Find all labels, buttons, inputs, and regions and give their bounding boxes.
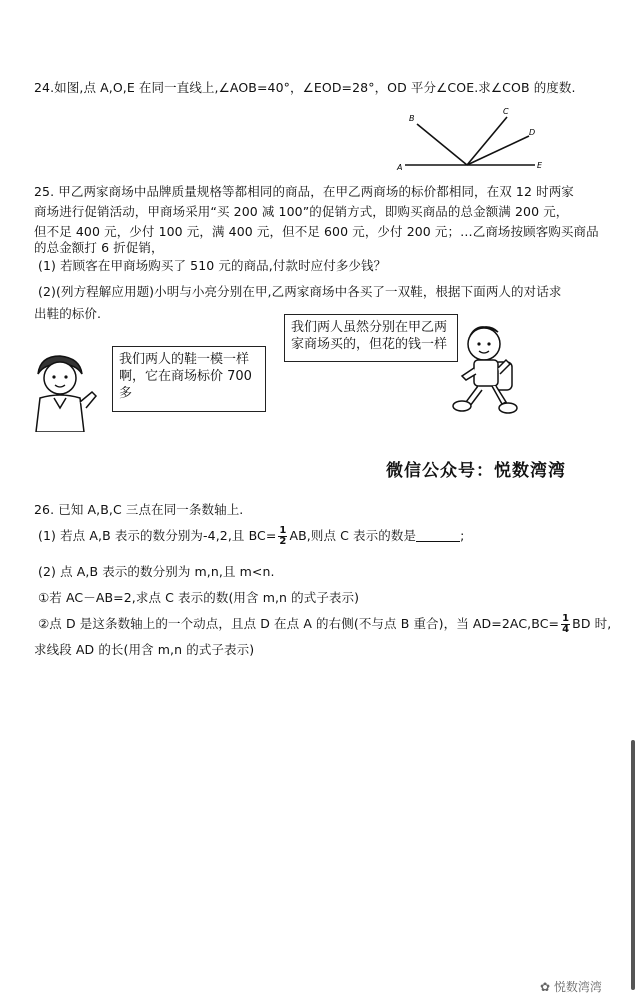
boy-pointing-illustration <box>30 352 100 432</box>
label-c: C <box>503 107 509 116</box>
q26-part1 <box>38 526 464 547</box>
q25-part1: (1) 若顾客在甲商场购买了 510 元的商品,付款时应付多少钱？ <box>38 258 387 273</box>
ray-ob <box>417 124 467 165</box>
q26-sub2-before: ②点 D 是这条数轴上的一个动点，且点 D 在点 A 的右侧(不与点 B 重合)，当 AD=2AC,BC= <box>38 616 560 631</box>
fraction-numerator: 1 <box>562 613 570 624</box>
q26-sub1: ①若 AC－AB=2,求点 C 表示的数(用含 m,n 的式子表示) <box>38 590 360 605</box>
q26-intro: 26. 已知 A,B,C 三点在同一条数轴上. <box>34 502 244 517</box>
q25-line4: 的总金额打 6 折促销， <box>34 240 164 255</box>
q26-part2: (2) 点 A,B 表示的数分别为 m,n,且 m<n. <box>38 564 275 579</box>
q25-line1: 25. 甲乙两家商场中品牌质量规格等都相同的商品，在甲乙两商场的标价都相同，在双 12 时两家 <box>34 184 574 199</box>
q26-sub2 <box>38 614 611 635</box>
q26-sub2-line2: 求线段 AD 的长(用含 m,n 的式子表示) <box>34 642 255 657</box>
label-d: D <box>529 128 536 137</box>
q26-sub2-after: BD 时, <box>572 616 612 631</box>
label-b: B <box>409 114 415 123</box>
q25-line3: 但不足 400 元，少付 100 元，满 400 元，但不足 600 元，少付 200 元；…乙商场按顾客购买商品 <box>34 224 599 239</box>
ray-od <box>467 136 529 165</box>
fraction-one-quarter <box>561 614 570 635</box>
q24-text: 24.如图,点 A,O,E 在同一直线上,∠AOB=40°，∠EOD=28°，OD 平分∠COE.求∠COB 的度数. <box>34 80 576 95</box>
speech-bubble-left: 我们两人的鞋一模一样啊，它在商场标价 700 多 <box>112 346 266 412</box>
q25-part2-line2: 出鞋的标价. <box>34 306 102 321</box>
wechat-account-label: 微信公众号：悦数湾湾 <box>386 461 566 481</box>
answer-blank <box>416 529 460 542</box>
fraction-denominator: 4 <box>562 624 570 635</box>
boy-with-backpack-illustration <box>448 318 528 418</box>
q26-part1-after: AB,则点 C 表示的数是 <box>289 528 417 543</box>
fraction-denominator: 2 <box>279 536 287 547</box>
fraction-numerator: 1 <box>279 525 287 536</box>
q26-part1-end: ; <box>460 528 465 543</box>
speech-bubble-right: 我们两人虽然分别在甲乙两家商场买的，但花的钱一样 <box>284 314 458 362</box>
fraction-one-half <box>278 526 287 547</box>
footer-brand-label: 悦数湾湾 <box>553 980 602 994</box>
scrollbar-thumb[interactable] <box>631 740 635 990</box>
label-e: E <box>537 161 543 170</box>
label-a: A <box>397 163 403 172</box>
q25-line2: 商场进行促销活动，甲商场采用“买 200 减 100”的促销方式，即购买商品的总金额满 200 元， <box>34 204 569 219</box>
q26-part1-before: (1) 若点 A,B 表示的数分别为-4,2,且 BC= <box>38 528 277 543</box>
angle-diagram <box>395 104 555 174</box>
footer-brand <box>540 978 602 995</box>
ray-oc <box>467 117 507 165</box>
wechat-icon: ✿ <box>540 980 551 994</box>
q25-part2-line1: (2)(列方程解应用题)小明与小亮分别在甲,乙两家商场中各买了一双鞋，根据下面两人的对话求 <box>38 284 562 299</box>
